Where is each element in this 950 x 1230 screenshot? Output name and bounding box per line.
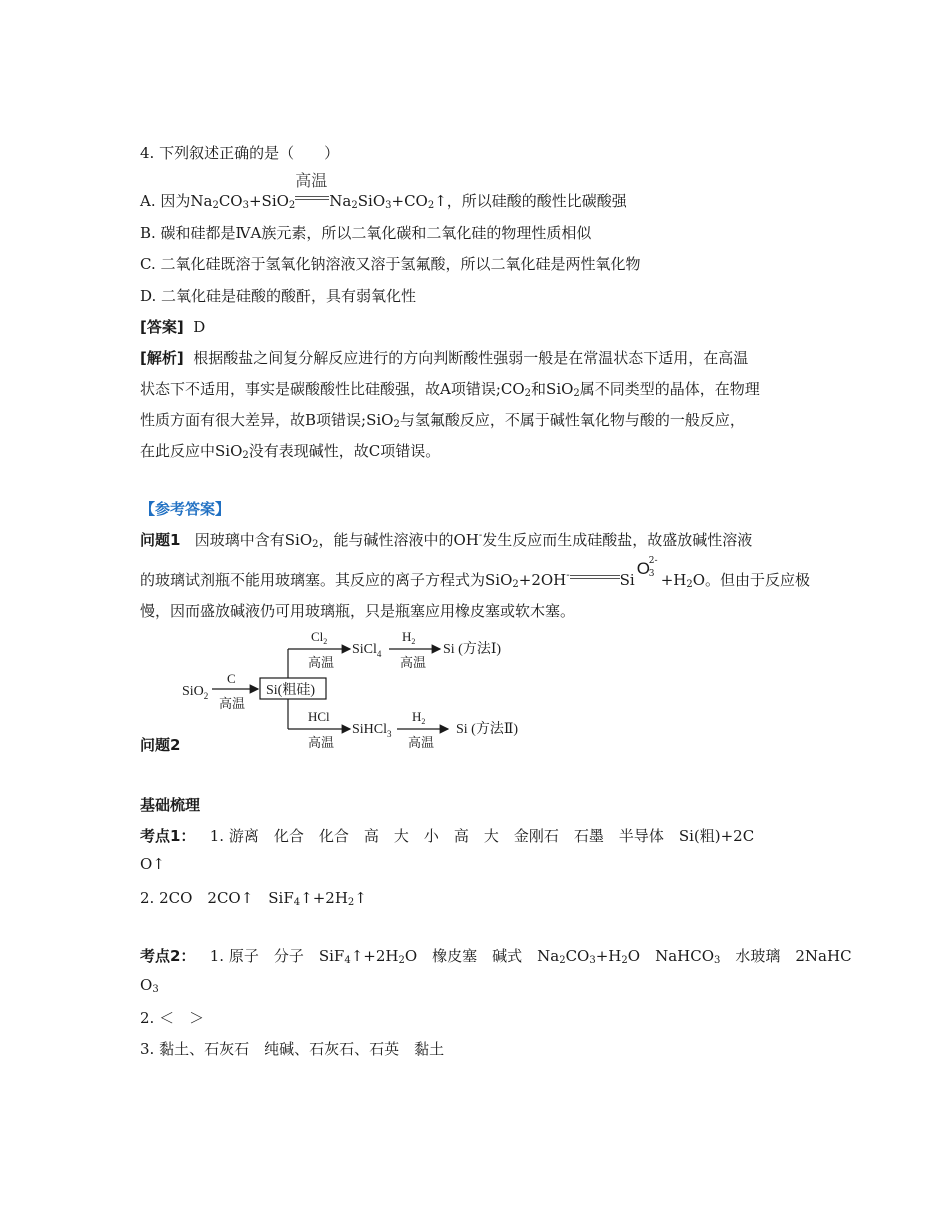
analysis-text: 没有表现碱性，故C项错误。 bbox=[248, 442, 441, 460]
k1-line3 bbox=[140, 887, 367, 908]
k2-text: ↑+2H bbox=[350, 947, 399, 965]
reagent-h2: $H_2$ bbox=[402, 629, 416, 646]
condition-label: 高温 bbox=[295, 171, 328, 190]
crude-si-label: Si(粗硅) bbox=[266, 683, 315, 698]
q4-analysis-line2 bbox=[140, 378, 760, 399]
formula-text: +SiO bbox=[248, 192, 289, 210]
subscript: 2 bbox=[524, 388, 532, 399]
k1-text: 2. 2CO 2CO↑ SiF bbox=[140, 889, 294, 907]
ref-answer-title: 【参考答案】 bbox=[140, 500, 231, 518]
q4-option-b: B. 碳和硅都是ⅣA族元素，所以二氧化碳和二氧化硅的物理性质相似 bbox=[140, 224, 592, 242]
sihcl3-label: SiHCl$_3$ bbox=[352, 722, 392, 739]
subscript: 2 bbox=[559, 955, 566, 966]
superscript: - bbox=[566, 570, 570, 581]
k2-line4: 3. 黏土、石灰石 纯碱、石灰石、石英 黏土 bbox=[140, 1040, 445, 1058]
sio2-label: SiO$_2$ bbox=[182, 684, 209, 701]
problem1-text: O。但由于反应极 bbox=[692, 571, 811, 589]
problem1-text: 因玻璃中含有SiO bbox=[194, 531, 313, 549]
analysis-text: 属不同类型的晶体，在物理 bbox=[579, 380, 760, 398]
q4-analysis-line1 bbox=[140, 347, 748, 368]
subscript: 2 bbox=[351, 200, 358, 211]
k2-text: O bbox=[140, 976, 153, 994]
reaction-condition bbox=[295, 171, 329, 210]
q4-stem: 4. 下列叙述正确的是（ ） bbox=[140, 144, 340, 162]
subscript: 3 bbox=[648, 569, 655, 579]
problem1-text: ，能与碱性溶液中的OH bbox=[318, 531, 479, 549]
reagent-hcl: HCl bbox=[308, 709, 330, 724]
formula-text: CO bbox=[218, 192, 243, 210]
k2-label: 考点2： bbox=[140, 947, 196, 965]
subscript: 4 bbox=[344, 955, 351, 966]
si-method2-label: Si (方法Ⅱ) bbox=[456, 722, 519, 737]
subscript: 2 bbox=[621, 955, 628, 966]
formula-text: SiO bbox=[357, 192, 386, 210]
problem1-line1 bbox=[140, 529, 752, 550]
superscript: - bbox=[478, 530, 483, 541]
subscript: 2 bbox=[686, 579, 693, 590]
subscript: 2 bbox=[512, 579, 519, 590]
subscript: 2 bbox=[427, 200, 435, 211]
subscript: 2 bbox=[347, 897, 355, 908]
subscript: 3 bbox=[589, 955, 596, 966]
problem1-label: 问题1 bbox=[140, 531, 181, 549]
k2-text: CO bbox=[565, 947, 590, 965]
formula-text: Si bbox=[619, 571, 635, 589]
k2-text: 1. 原子 分子 SiF bbox=[209, 947, 345, 965]
k1-line1 bbox=[140, 825, 754, 846]
k2-text: +H bbox=[595, 947, 622, 965]
k2-text: 水玻璃 2NaHC bbox=[720, 947, 852, 965]
formula-text: +CO bbox=[391, 192, 428, 210]
subscript: 2 bbox=[393, 419, 400, 430]
k1-text: ↑+2H bbox=[300, 889, 348, 907]
q4-option-c: C. 二氧化硅既溶于氢氧化钠溶液又溶于氢氟酸，所以二氧化硅是两性氧化物 bbox=[140, 255, 641, 273]
si-method1-label: Si (方法Ⅰ) bbox=[443, 642, 502, 657]
subscript: 2 bbox=[212, 200, 219, 211]
subscript: 2 bbox=[242, 450, 249, 461]
condition-high-temp: 高温 bbox=[400, 655, 427, 670]
subscript: 2 bbox=[573, 388, 580, 399]
q4-option-a bbox=[140, 171, 627, 211]
k1-text: ↑ bbox=[354, 889, 367, 907]
reagent-h2: $H_2$ bbox=[412, 709, 426, 726]
reagent-c: C bbox=[227, 671, 236, 686]
silicate-ion-formula: O 2- 3 bbox=[636, 556, 658, 579]
reagent-cl2: $Cl_2$ bbox=[311, 629, 328, 646]
problem1-line3: 慢，因而盛放碱液仍可用玻璃瓶，只是瓶塞应用橡皮塞或软木塞。 bbox=[140, 602, 576, 620]
equals-sign bbox=[295, 195, 329, 203]
k2-line3: 2. ＜ ＞ bbox=[140, 1009, 205, 1027]
k1-text: 1. 游离 化合 化合 高 大 小 高 大 金刚石 石墨 半导体 Si(粗)+2C bbox=[209, 827, 755, 845]
condition-high-temp: 高温 bbox=[308, 655, 335, 670]
analysis-text: 性质方面有很大差异，故B项错误;SiO bbox=[140, 411, 394, 429]
problem1-text: +2OH bbox=[518, 571, 567, 589]
analysis-label: [解析] bbox=[140, 349, 184, 367]
formula-text: +H bbox=[660, 571, 687, 589]
subscript: 3 bbox=[714, 955, 721, 966]
answer-value: D bbox=[193, 318, 206, 336]
condition-high-temp: 高温 bbox=[408, 735, 435, 750]
q4-analysis-line3 bbox=[140, 409, 745, 430]
problem2-label: 问题2 bbox=[140, 736, 181, 754]
subscript: 2 bbox=[288, 200, 296, 211]
analysis-text: 状态下不适用，事实是碳酸酸性比硅酸强，故A项错误;CO bbox=[140, 380, 525, 398]
analysis-text: 在此反应中SiO bbox=[140, 442, 243, 460]
analysis-text: 和SiO bbox=[531, 380, 574, 398]
k2-text: O NaHCO bbox=[627, 947, 714, 965]
option-a-tail: ↑，所以硅酸的酸性比碳酸强 bbox=[434, 192, 627, 210]
subscript: 2 bbox=[398, 955, 405, 966]
basics-title: 基础梳理 bbox=[140, 796, 201, 814]
problem1-text: 发生反应而生成硅酸盐，故盛放碱性溶液 bbox=[482, 531, 753, 549]
problem1-text: 的玻璃试剂瓶不能用玻璃塞。其反应的离子方程式为SiO bbox=[140, 571, 513, 589]
q4-answer bbox=[140, 316, 205, 337]
analysis-text: 与氢氟酸反应，不属于碱性氧化物与酸的一般反应， bbox=[399, 411, 745, 429]
subscript: 4 bbox=[293, 897, 301, 908]
k1-label: 考点1： bbox=[140, 827, 196, 845]
subscript: 3 bbox=[152, 984, 159, 995]
k1-line2: O↑ bbox=[140, 855, 165, 873]
condition-high-temp: 高温 bbox=[308, 735, 335, 750]
k2-line2 bbox=[140, 976, 159, 994]
sicl4-label: SiCl$_4$ bbox=[352, 642, 382, 659]
q4-analysis-line4 bbox=[140, 440, 440, 461]
subscript: 3 bbox=[242, 200, 249, 211]
silicon-preparation-diagram bbox=[178, 623, 558, 758]
k2-line1 bbox=[140, 945, 852, 966]
option-a-text: A. 因为Na bbox=[140, 192, 213, 210]
problem1-line2 bbox=[140, 556, 811, 590]
formula-text: Na bbox=[329, 192, 352, 210]
equals-sign bbox=[570, 574, 620, 582]
analysis-text: 根据酸盐之间复分解反应进行的方向判断酸性强弱一般是在常温状态下适用，在高温 bbox=[193, 349, 749, 367]
k2-text: O 橡皮塞 碱式 Na bbox=[404, 947, 560, 965]
superscript: 2- bbox=[648, 556, 658, 566]
condition-high-temp: 高温 bbox=[219, 696, 246, 711]
answer-label: [答案] bbox=[140, 318, 184, 336]
subscript: 2 bbox=[312, 539, 319, 550]
q4-option-d: D. 二氧化硅是硅酸的酸酐，具有弱氧化性 bbox=[140, 287, 417, 305]
subscript: 3 bbox=[385, 200, 392, 211]
